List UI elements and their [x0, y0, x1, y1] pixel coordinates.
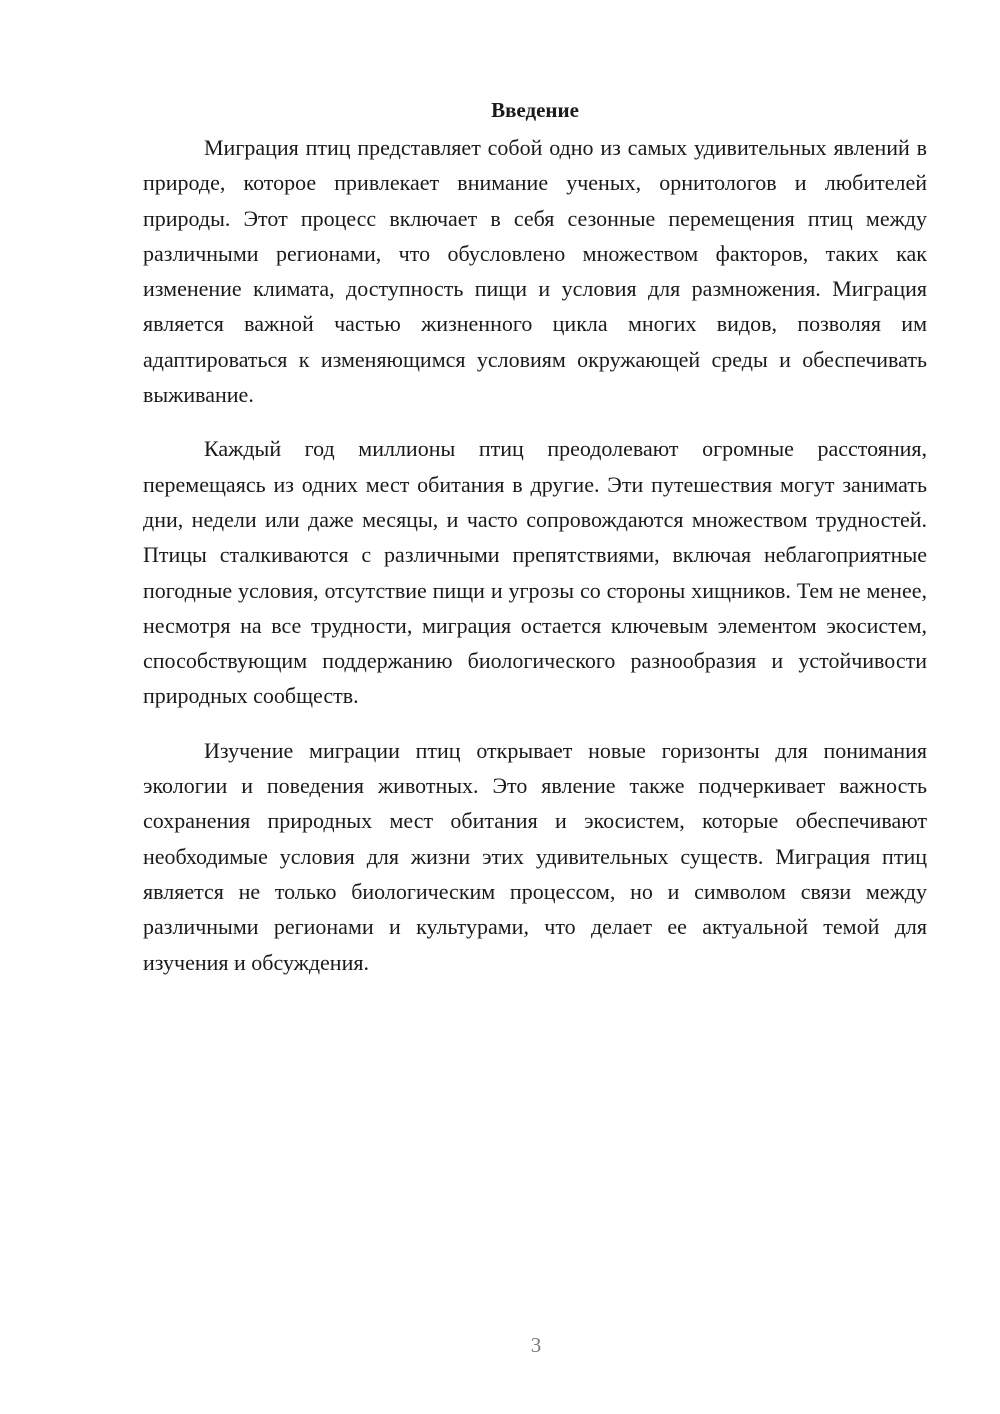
page-number: 3: [530, 1333, 542, 1357]
paragraph-2: Каждый год миллионы птиц преодолевают огромные расстояния, перемещаясь из одних мест обитания в другие. Эти путешествия могут занимать дни, недели или даже месяцы, и часто сопровождаются множеством трудностей. Птицы сталкиваются с различными препятствиями, включая неблагоприятные погодные условия, отсутствие пищи и угрозы со стороны хищников. Тем не менее, несмотря на все трудности, миграция остается ключевым элементом экосистем, способствующим поддержанию биологического разнообразия и устойчивости природных сообществ.: [143, 436, 927, 709]
paragraph-1: Миграция птиц представляет собой одно из самых удивительных явлений в природе, которое привлекает внимание ученых, орнитологов и любителей природы. Этот процесс включает в себя сезонные перемещения птиц между различными регионами, что обусловлено множеством факторов, таких как изменение климата, доступность пищи и условия для размножения. Миграция является важной частью жизненного цикла многих видов, позволяя им адаптироваться к изменяющимся условиям окружающей среды и обеспечивать выживание.: [143, 135, 927, 408]
section-title: Введение: [491, 98, 579, 122]
page-content: [143, 96, 927, 999]
paragraph-3: Изучение миграции птиц открывает новые горизонты для понимания экологии и поведения животных. Это явление также подчеркивает важность сохранения природных мест обитания и экосистем, которые обеспечивают необходимые условия для жизни этих удивительных существ. Миграция птиц является не только биологическим процессом, но и символом связи между различными регионами и культурами, что делает ее актуальной темой для изучения и обсуждения.: [143, 737, 927, 975]
